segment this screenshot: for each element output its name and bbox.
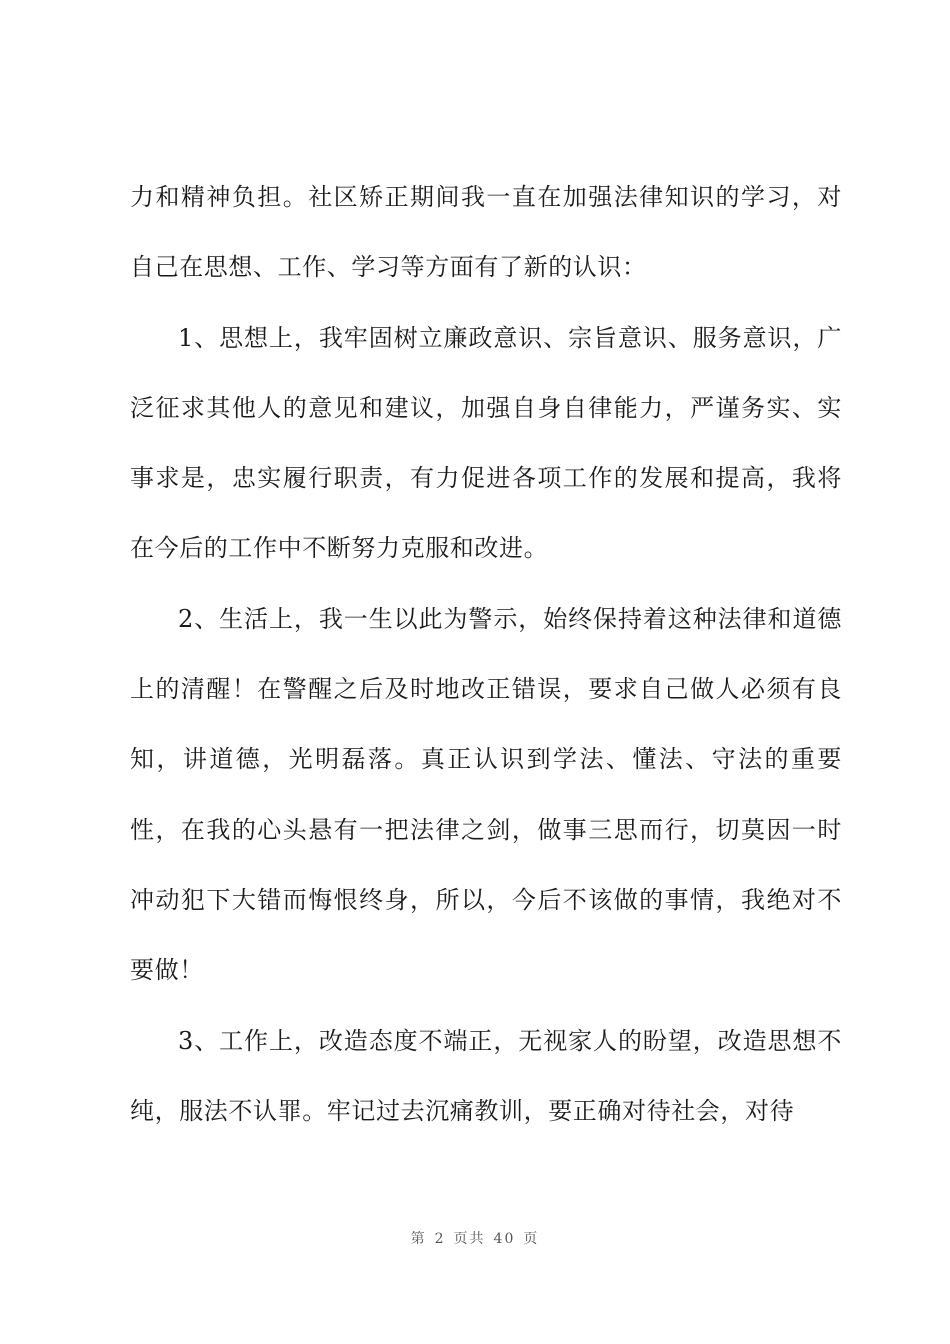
- page-footer: [0, 1228, 950, 1248]
- footer-current-page: 2: [434, 1231, 446, 1247]
- footer-suffix: 页: [523, 1231, 540, 1247]
- paragraph-1: 力和精神负担。社区矫正期间我一直在加强法律知识的学习，对自己在思想、工作、学习等方面有了新的认识：: [130, 183, 842, 282]
- footer-middle: 页共: [453, 1231, 486, 1247]
- document-body: [130, 162, 842, 1146]
- paragraph-2: 1、思想上，我牢固树立廉政意识、宗旨意识、服务意识，广泛征求其他人的意见和建议，加强自身自律能力，严谨务实、实事求是，忠实履行职责，有力促进各项工作的发展和提高，我将在今后的工作中不断努力克服和改进。: [130, 323, 842, 563]
- paragraph-4: 3、工作上，改造态度不端正，无视家人的盼望，改造思想不纯，服法不认罪。牢记过去沉痛教训，要正确对待社会，对待: [130, 1026, 842, 1125]
- footer-prefix: 第: [410, 1231, 427, 1247]
- footer-total-pages: 40: [493, 1231, 516, 1247]
- paragraph-3: 2、生活上，我一生以此为警示，始终保持着这种法律和道德上的清醒！在警醒之后及时地改正错误，要求自己做人必须有良知，讲道德，光明磊落。真正认识到学法、懂法、守法的重要性，在我的心头悬有一把法律之剑，做事三思而行，切莫因一时冲动犯下大错而悔恨终身，所以，今后不该做的事情，我绝对不要做！: [130, 604, 842, 985]
